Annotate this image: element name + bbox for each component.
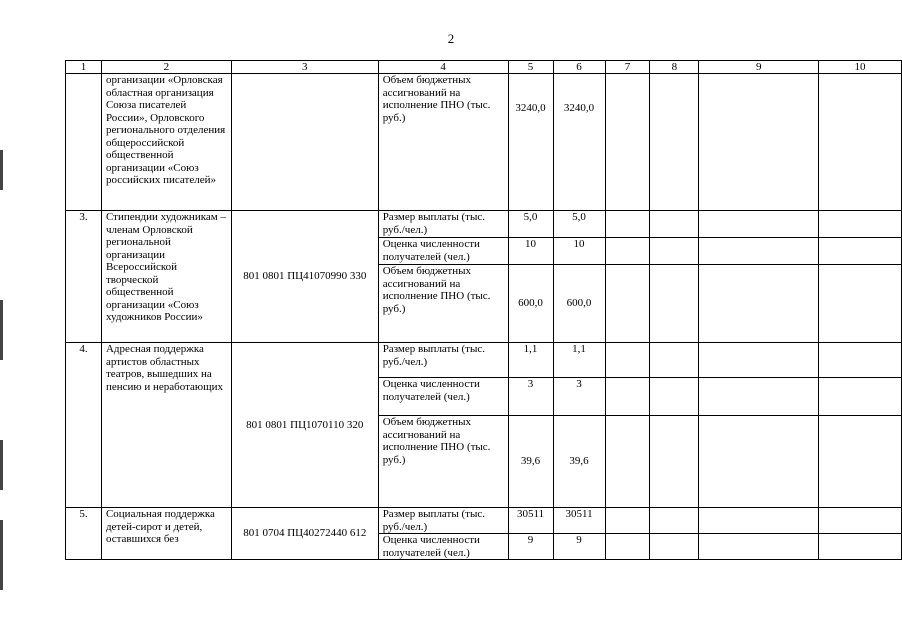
value-col6: 600,0: [553, 265, 605, 343]
table-row: [66, 508, 902, 534]
budget-code: [231, 74, 378, 211]
empty-cell: [650, 508, 699, 534]
indicator-label: Размер выплаты (тыс. руб./чел.): [378, 508, 508, 534]
budget-code: 801 0704 ПЦ40272440 612: [231, 508, 378, 560]
column-header: 6: [553, 61, 605, 74]
indicator-label: Оценка численности получателей (чел.): [378, 378, 508, 416]
value-col5: 9: [508, 534, 553, 560]
scan-edge-mark: [0, 440, 3, 490]
measure-name: Адресная поддержка артистов областных театров, вышедших на пенсию и неработающих: [101, 343, 231, 508]
empty-cell: [699, 211, 819, 238]
empty-cell: [605, 416, 650, 508]
value-col6: 3240,0: [553, 74, 605, 211]
measure-name: Социальная поддержка детей-сирот и детей, оставшихся без: [101, 508, 231, 560]
column-header: 1: [66, 61, 102, 74]
empty-cell: [699, 74, 819, 211]
value-col6: 39,6: [553, 416, 605, 508]
row-number: 4.: [66, 343, 102, 508]
empty-cell: [605, 211, 650, 238]
empty-cell: [699, 378, 819, 416]
column-number-row: [66, 61, 902, 74]
empty-cell: [605, 238, 650, 265]
empty-cell: [699, 416, 819, 508]
empty-cell: [699, 534, 819, 560]
column-header: 7: [605, 61, 650, 74]
value-col5: 600,0: [508, 265, 553, 343]
empty-cell: [605, 378, 650, 416]
value-col6: 1,1: [553, 343, 605, 378]
value-col5: 3240,0: [508, 74, 553, 211]
empty-cell: [699, 238, 819, 265]
value-col6: 9: [553, 534, 605, 560]
budget-code: 801 0801 ПЦ1070110 320: [231, 343, 378, 508]
indicator-label: Размер выплаты (тыс. руб./чел.): [378, 343, 508, 378]
row-number: 5.: [66, 508, 102, 560]
value-col6: 10: [553, 238, 605, 265]
page-number: 2: [447, 31, 455, 46]
row-number: [66, 74, 102, 211]
empty-cell: [819, 238, 902, 265]
empty-cell: [699, 265, 819, 343]
table-row: [66, 343, 902, 378]
column-header: 9: [699, 61, 819, 74]
empty-cell: [819, 211, 902, 238]
empty-cell: [605, 74, 650, 211]
indicator-label: Размер выплаты (тыс. руб./чел.): [378, 211, 508, 238]
budget-code: 801 0801 ПЦ41070990 330: [231, 211, 378, 343]
indicator-label: Объем бюджетных ассигнований на исполнение ПНО (тыс. руб.): [378, 265, 508, 343]
indicator-label: Объем бюджетных ассигнований на исполнение ПНО (тыс. руб.): [378, 74, 508, 211]
measure-name: Стипендии художникам – членам Орловской региональной организации Всероссийской творческой общественной организации «Союз художников России»: [101, 211, 231, 343]
indicator-label: Оценка численности получателей (чел.): [378, 238, 508, 265]
empty-cell: [650, 265, 699, 343]
table-row: [66, 211, 902, 238]
empty-cell: [650, 534, 699, 560]
indicator-label: Оценка численности получателей (чел.): [378, 534, 508, 560]
empty-cell: [699, 508, 819, 534]
empty-cell: [650, 211, 699, 238]
value-col5: 39,6: [508, 416, 553, 508]
value-col6: 30511: [553, 508, 605, 534]
empty-cell: [699, 343, 819, 378]
empty-cell: [819, 343, 902, 378]
empty-cell: [605, 265, 650, 343]
column-header: 8: [650, 61, 699, 74]
table-row: [66, 74, 902, 211]
column-header: 4: [378, 61, 508, 74]
scan-edge-mark: [0, 150, 3, 190]
empty-cell: [819, 534, 902, 560]
row-number: 3.: [66, 211, 102, 343]
column-header: 3: [231, 61, 378, 74]
empty-cell: [819, 265, 902, 343]
empty-cell: [605, 343, 650, 378]
measure-name: организации «Орловская областная организация Союза писателей России», Орловского регионального отделения общероссийской общественной организации «Союз российских писателей»: [101, 74, 231, 211]
column-header: 10: [819, 61, 902, 74]
column-header: 5: [508, 61, 553, 74]
empty-cell: [819, 508, 902, 534]
value-col5: 10: [508, 238, 553, 265]
budget-table: [65, 60, 902, 560]
empty-cell: [819, 378, 902, 416]
value-col5: 1,1: [508, 343, 553, 378]
value-col5: 30511: [508, 508, 553, 534]
indicator-label: Объем бюджетных ассигнований на исполнение ПНО (тыс. руб.): [378, 416, 508, 508]
value-col5: 5,0: [508, 211, 553, 238]
value-col6: 5,0: [553, 211, 605, 238]
column-header: 2: [101, 61, 231, 74]
value-col6: 3: [553, 378, 605, 416]
empty-cell: [605, 534, 650, 560]
empty-cell: [650, 416, 699, 508]
empty-cell: [650, 378, 699, 416]
scan-edge-mark: [0, 300, 3, 360]
value-col5: 3: [508, 378, 553, 416]
empty-cell: [650, 238, 699, 265]
empty-cell: [819, 74, 902, 211]
empty-cell: [605, 508, 650, 534]
empty-cell: [650, 343, 699, 378]
empty-cell: [819, 416, 902, 508]
empty-cell: [650, 74, 699, 211]
scan-edge-mark: [0, 520, 3, 590]
